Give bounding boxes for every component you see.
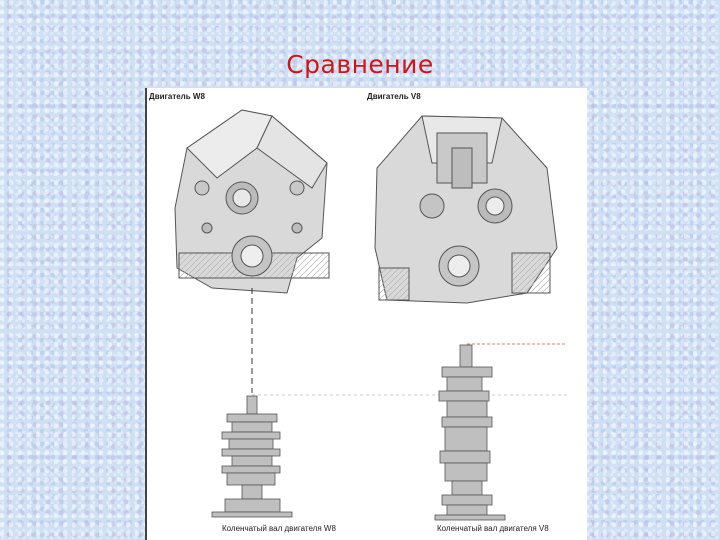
- v8-crankshaft-drawing: [435, 345, 505, 520]
- v8-engine-label: Двигатель V8: [367, 92, 421, 101]
- w8-crankshaft-label: Коленчатый вал двигателя W8: [222, 524, 336, 533]
- v8-engine-block-drawing: [375, 116, 557, 303]
- w8-engine-label: Двигатель W8: [149, 92, 205, 101]
- v8-crankshaft-label: Коленчатый вал двигателя V8: [437, 524, 549, 533]
- w8-engine-block-drawing: [175, 110, 329, 293]
- w8-crankshaft-drawing: [212, 396, 292, 517]
- engine-comparison-figure: [145, 88, 587, 540]
- slide-title: Сравнение: [286, 50, 434, 79]
- engine-drawings: [147, 88, 587, 540]
